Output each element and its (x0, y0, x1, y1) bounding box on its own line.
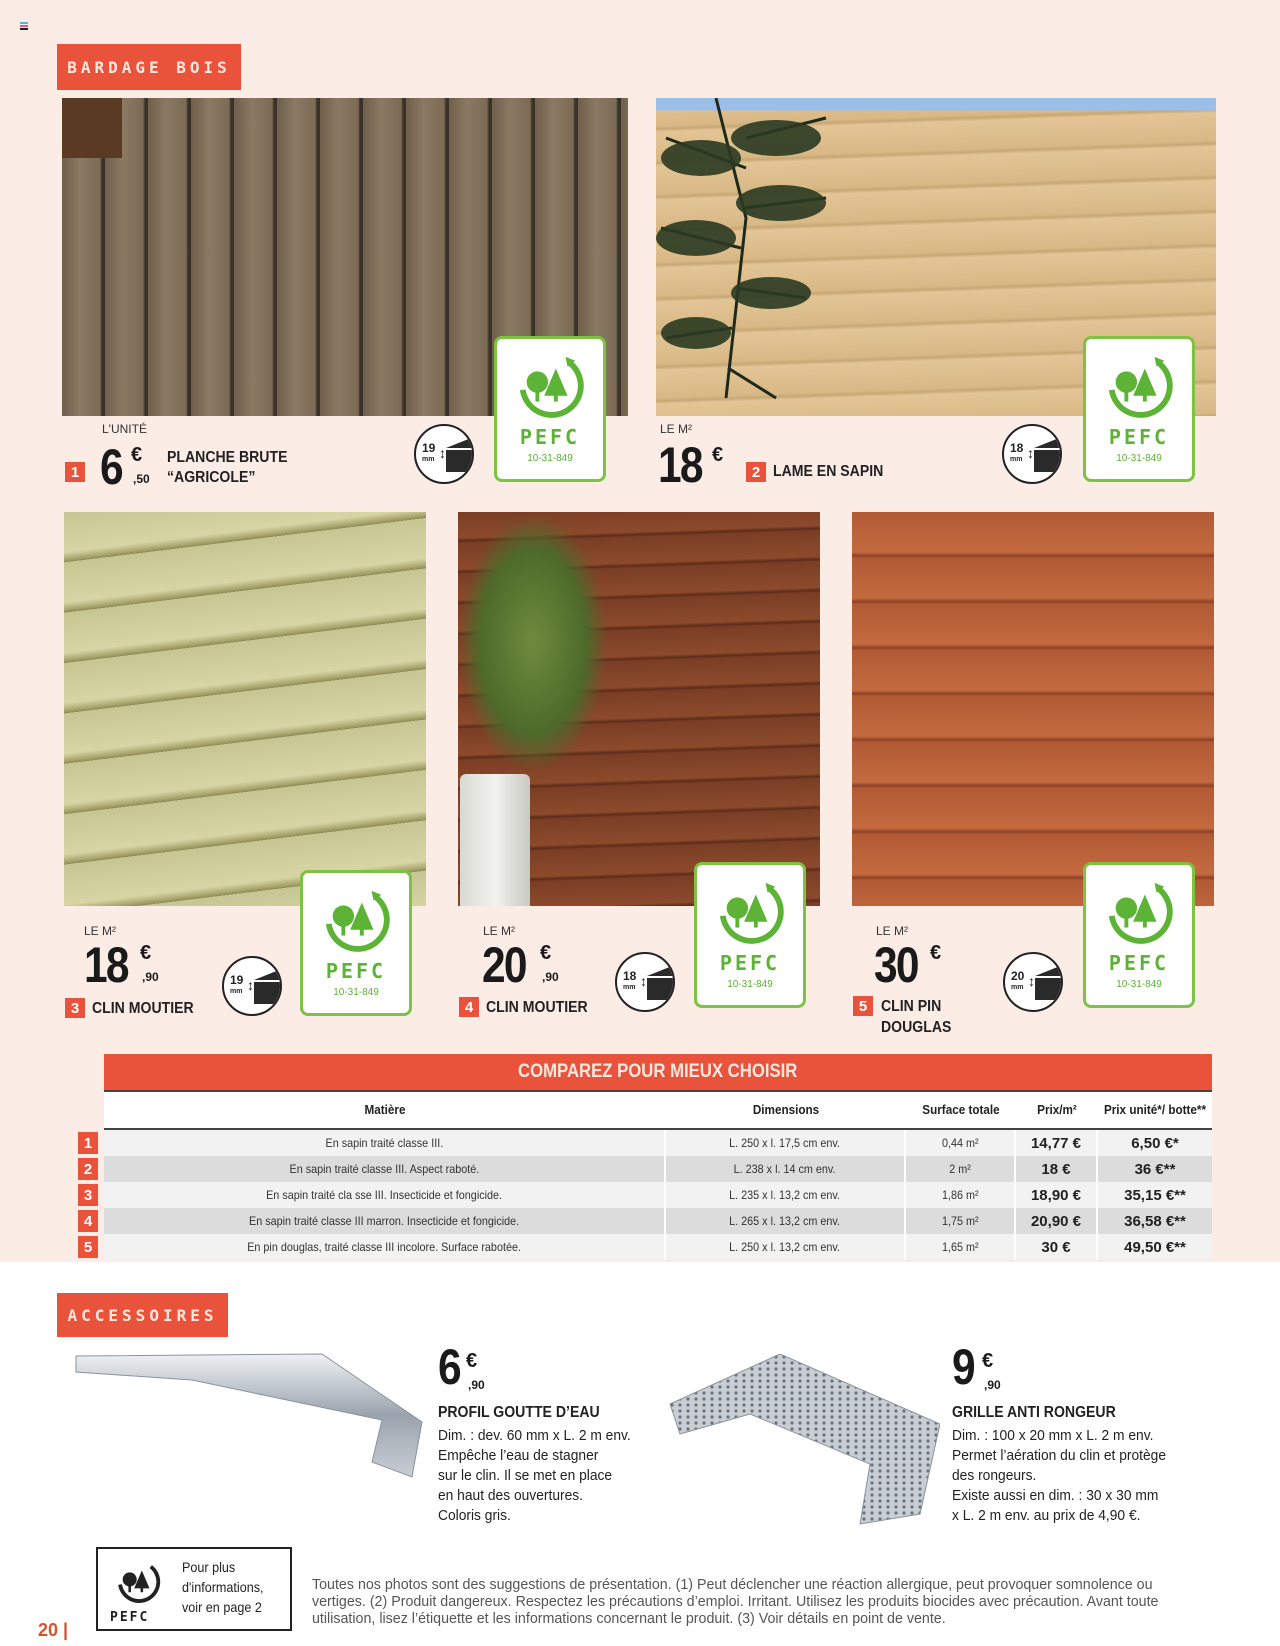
section-title-bardage-bois: BARDAGE BOIS (57, 44, 241, 90)
accessory-title: PROFIL GOUTTE D’EAU (438, 1404, 600, 1421)
row-number-badge: 3 (78, 1184, 98, 1206)
pefc-logo-icon (1100, 351, 1178, 421)
product-name-line2: DOUGLAS (881, 1019, 952, 1036)
accessory-price-integer: 6 (438, 1339, 462, 1395)
double-arrow-icon: ↕ (640, 973, 647, 989)
accessory-title: GRILLE ANTI RONGEUR (952, 1404, 1116, 1421)
fir-branch-icon (656, 98, 846, 416)
pefc-info-text: Pour plus d'informations, voir en page 2 (182, 1559, 264, 1615)
column-header-surface: Surface totale (922, 1102, 1000, 1117)
table-row: En sapin traité classe III marron. Insecticide et fongicide. L. 265 x l. 13,2 cm env. 1,75 m² 20,90 € 36,58 €** (104, 1208, 1212, 1234)
pefc-badge-5: PEFC 10-31-849 (1083, 862, 1195, 1008)
grille-anti-rongeur-photo (660, 1354, 940, 1530)
unit-label: LE M² (483, 924, 516, 938)
row-number-badge: 5 (78, 1236, 98, 1258)
price-integer: 6 (100, 439, 122, 495)
double-arrow-icon: ↕ (1028, 973, 1035, 989)
product-photo-clin-moutier-natural (64, 512, 426, 906)
table-row: En sapin traité classe III. L. 250 x l. 17,5 cm env. 0,44 m² 14,77 € 6,50 €* (104, 1130, 1212, 1156)
price-cents: ,90 (542, 970, 559, 984)
thickness-indicator: 18 mm ↕ (615, 952, 675, 1012)
price-currency: € (712, 444, 724, 466)
accessory-description: Dim. : 100 x 20 mm x L. 2 m env. Permet l’aération du clin et protège des rongeurs. Existe aussi en dim. : 30 x 30 mm x L. 2 m env. au prix de 4,90 €. (952, 1427, 1167, 1524)
page-number: 20 | (38, 1620, 69, 1640)
price-integer: 20 (482, 937, 526, 993)
table-row: En pin douglas, traité classe III incolore. Surface rabotée. L. 250 x l. 13,2 cm env. 1,65 m² 30 € 49,50 €** (104, 1234, 1212, 1260)
accessory-description: Dim. : dev. 60 mm x L. 2 m env. Empêche l’eau de stagner sur le clin. Il se met en place en haut des ouvertures. Coloris gris. (438, 1427, 631, 1524)
product-number-badge: 4 (459, 997, 479, 1017)
thickness-indicator: 20 mm ↕ (1003, 952, 1063, 1012)
product-name: LAME EN SAPIN (773, 463, 884, 480)
thickness-indicator: 19 mm ↕ (414, 424, 474, 484)
product-number-badge: 2 (746, 462, 766, 482)
price-currency: € (131, 444, 143, 466)
column-header-prix-unite: Prix unité*/ botte** (1103, 1102, 1207, 1117)
accessory-price-integer: 9 (952, 1339, 976, 1395)
product-name-line2: “AGRICOLE” (167, 469, 256, 486)
accessory-price-cents: ,90 (468, 1378, 485, 1392)
table-row: En sapin traité cla sse III. Insecticide et fongicide. L. 235 x l. 13,2 cm env. 1,86 m² 18,90 € 35,15 €** (104, 1182, 1212, 1208)
row-number-badge: 4 (78, 1210, 98, 1232)
table-header-row (104, 1092, 1212, 1130)
product-number-badge: 5 (853, 996, 873, 1016)
thickness-indicator: 18 mm ↕ (1002, 424, 1062, 484)
unit-label: LE M² (876, 924, 909, 938)
accessory-price-currency: € (466, 1350, 478, 1372)
accessory-price-cents: ,90 (984, 1378, 1001, 1392)
pefc-badge-4: PEFC 10-31-849 (694, 862, 806, 1008)
pefc-logo-icon (1100, 877, 1178, 947)
row-number-badge: 1 (78, 1132, 98, 1154)
comparison-title: COMPAREZ POUR MIEUX CHOISIR (104, 1054, 1212, 1092)
column-header-dimensions: Dimensions (752, 1102, 820, 1117)
unit-label: LE M² (84, 924, 117, 938)
row-number-badge: 2 (78, 1158, 98, 1180)
pefc-badge-1: PEFC 10-31-849 (494, 336, 606, 482)
flag-icon (20, 22, 28, 29)
product-photo-clin-moutier-marron (458, 512, 820, 906)
price-integer: 30 (874, 937, 918, 993)
product-name: CLIN MOUTIER (486, 999, 588, 1016)
price-currency: € (540, 942, 552, 964)
product-name: CLIN PIN (881, 998, 942, 1015)
unit-label: LE M² (660, 422, 693, 436)
double-arrow-icon: ↕ (1027, 445, 1034, 461)
table-row: En sapin traité classe III. Aspect raboté. L. 238 x l. 14 cm env. 2 m² 18 € 36 €** (104, 1156, 1212, 1182)
price-currency: € (140, 942, 152, 964)
pefc-badge-3: PEFC 10-31-849 (300, 870, 412, 1016)
price-integer: 18 (658, 437, 702, 493)
product-name: CLIN MOUTIER (92, 1000, 194, 1017)
comparison-table (104, 1054, 1212, 1260)
double-arrow-icon: ↕ (247, 977, 254, 993)
pefc-logo-icon (711, 877, 789, 947)
pefc-logo-icon (317, 885, 395, 955)
product-number-badge: 3 (65, 998, 85, 1018)
pefc-info-box (96, 1547, 292, 1631)
unit-label: L'UNITÉ (102, 422, 147, 436)
section-title-accessoires: ACCESSOIRES (57, 1293, 228, 1337)
pefc-logo-icon (511, 351, 589, 421)
profil-goutte-eau-photo (72, 1352, 432, 1482)
price-cents: ,90 (142, 970, 159, 984)
product-name: PLANCHE BRUTE (167, 449, 288, 466)
pefc-logo-icon (110, 1559, 166, 1605)
column-header-prix-m2: Prix/m² (1037, 1102, 1077, 1117)
product-number-badge: 1 (65, 462, 85, 482)
thickness-indicator: 19 mm ↕ (222, 956, 282, 1016)
product-photo-clin-pin-douglas (852, 512, 1214, 906)
price-cents: ,50 (133, 472, 150, 486)
legal-disclaimer: Toutes nos photos sont des suggestions de présentation. (1) Peut déclencher une réaction allergique, peut provoquer somnolence ou vertiges. (2) Produit dangereux. Respectez les précautions d’emploi. Irritant. Utilisez les produits biocides avec précaution. Avant toute utilisation, lisez l’étiquette et les informations concernant le produit. (3) Voir détails en point de vente. (312, 1576, 1159, 1627)
double-arrow-icon: ↕ (439, 445, 446, 461)
pefc-badge-2: PEFC 10-31-849 (1083, 336, 1195, 482)
column-header-matiere: Matière (364, 1102, 406, 1117)
pefc-logo: PEFC (110, 1559, 166, 1625)
price-currency: € (930, 942, 942, 964)
price-integer: 18 (84, 937, 128, 993)
accessory-price-currency: € (982, 1350, 994, 1372)
